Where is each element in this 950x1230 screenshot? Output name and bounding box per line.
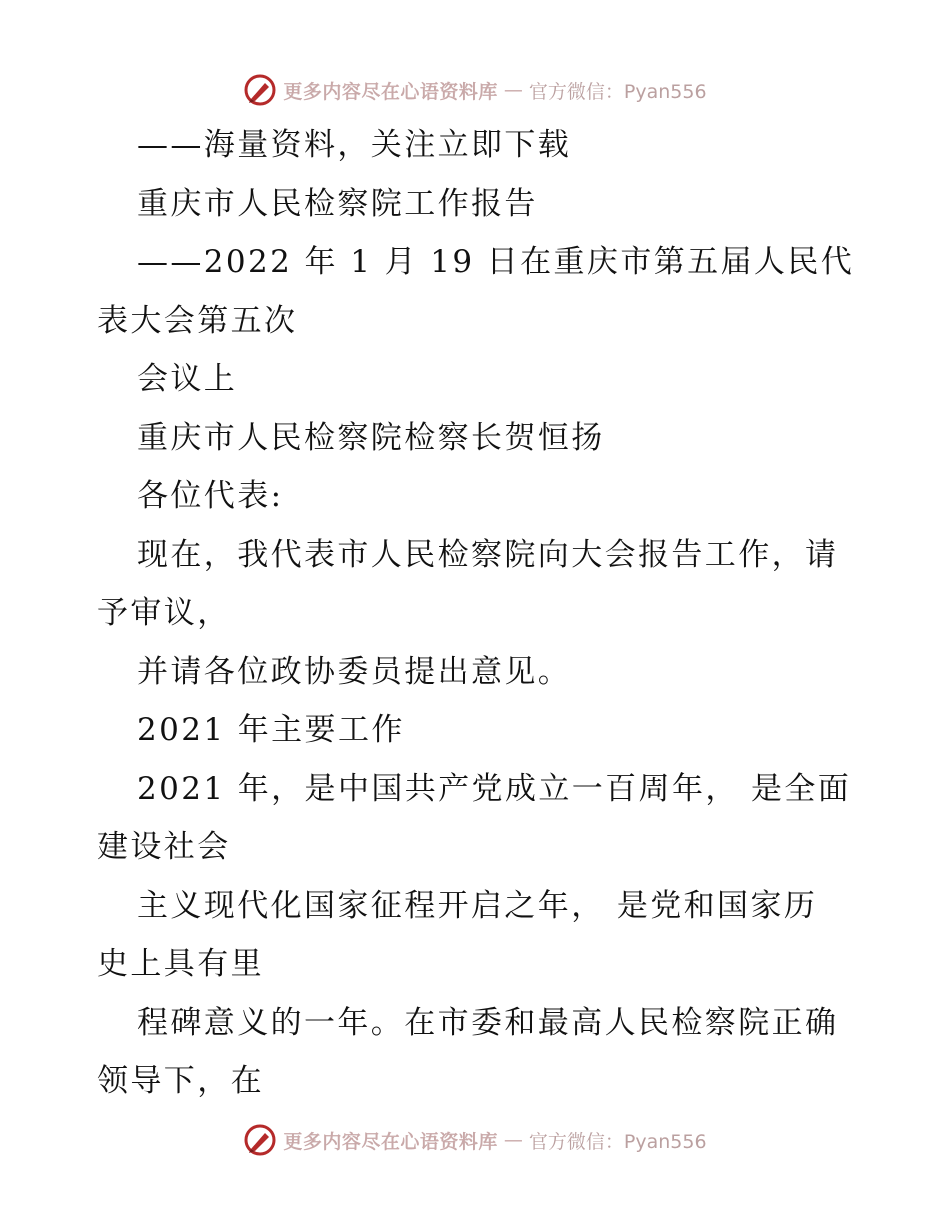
text-line: ——海量资料，关注立即下载 [137,127,572,163]
header-watermark [0,70,950,110]
text-line: 各位代表: [137,478,284,514]
text-line: 并请各位政协委员提出意见。 [137,653,572,690]
text-line: 现在，我代表市人民检察院向大会报告工作，请 [137,536,839,573]
text-line: 史上具有里 [97,946,264,982]
text-line: 建设社会 [97,829,231,865]
text-line: 予审议， [97,595,231,631]
text-line: 会议上 [137,361,238,397]
text-line: 表大会第五次 [97,302,298,339]
text-line: 领导下，在 [97,1063,264,1099]
text-line: 重庆市人民检察院检察长贺恒扬 [137,419,605,456]
watermark-text: 更多内容尽在心语资料库 [283,80,498,103]
text-line: 程碑意义的一年。在市委和最高人民检察院正确 [137,1004,839,1041]
text-line: 2021 年，是中国共产党成立一百周年， 是全面 [137,770,852,807]
watermark-wechat: 官方微信：Pyan556 [528,80,707,103]
footer-watermark [0,1120,950,1160]
text-line: 重庆市人民检察院工作报告 [137,185,538,222]
watermark-separator: — [503,79,523,101]
text-line: ——2022 年 1 月 19 日在重庆市第五届人民代 [137,244,855,280]
pen-logo-icon [243,1123,277,1157]
pen-logo-icon [243,73,277,107]
watermark-separator: — [503,1129,523,1151]
watermark-text: 更多内容尽在心语资料库 [283,1130,498,1153]
watermark-wechat: 官方微信：Pyan556 [528,1130,707,1153]
text-line: 2021 年主要工作 [137,712,405,748]
text-line: 主义现代化国家征程开启之年， 是党和国家历 [137,887,818,924]
document-body [97,116,857,1111]
